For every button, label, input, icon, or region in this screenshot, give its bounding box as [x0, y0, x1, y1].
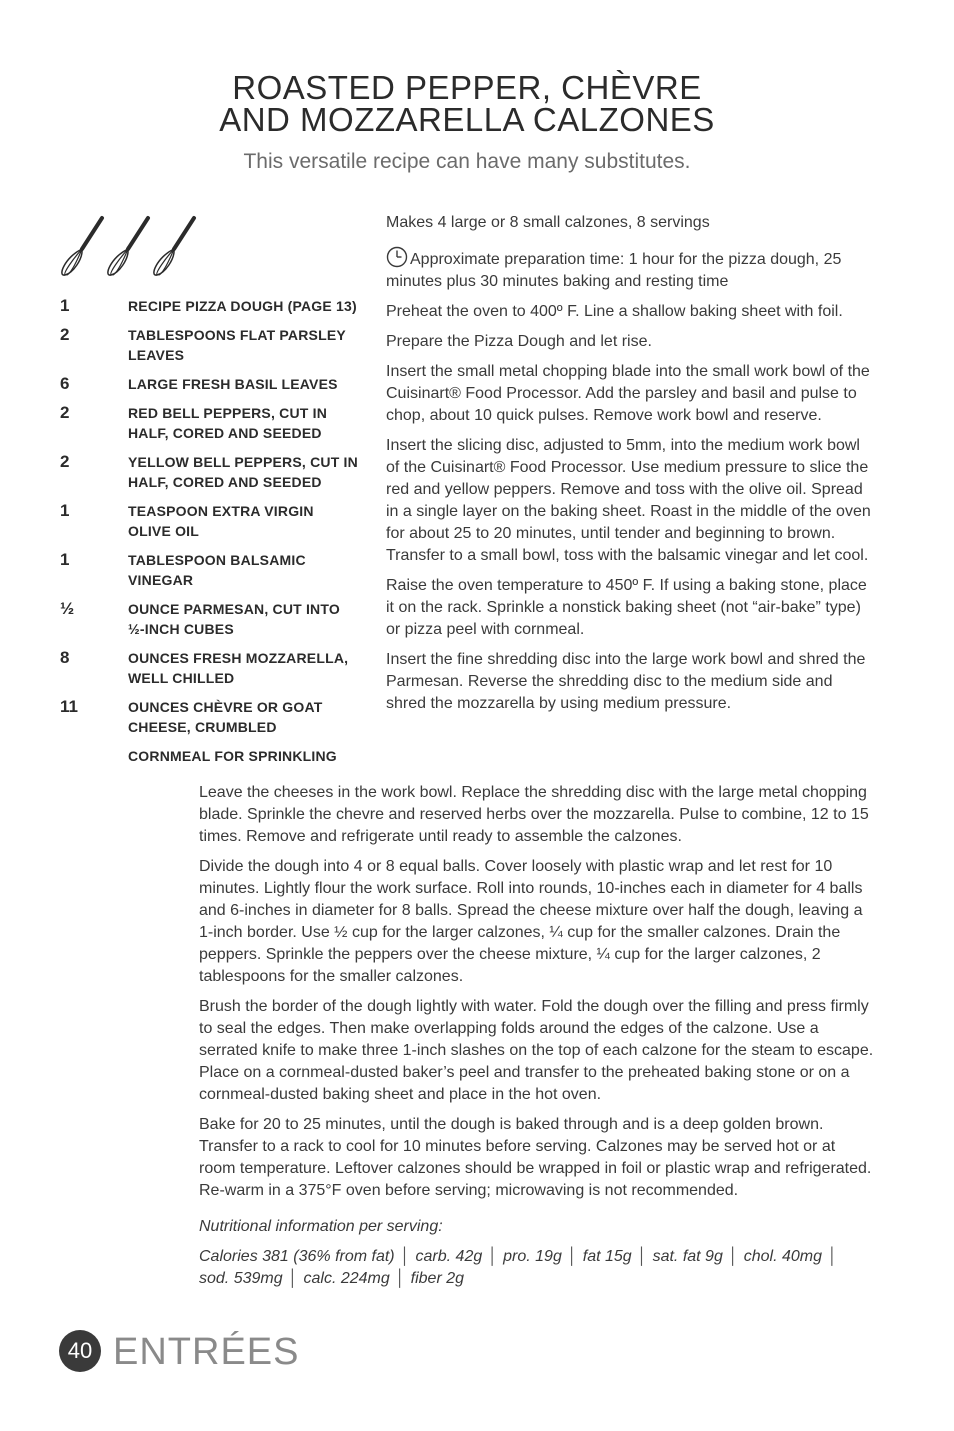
- instruction-step: Bake for 20 to 25 minutes, until the dough is baked through and is a deep golden brown. Transfer to a rack to cool for 10 minutes before serving. Calzones may be served hot or at room temperature. Leftover calzones should be wrapped in foil or plastic wrap and refrigerated. Re-warm in a 375°F oven before serving; microwaving is not recommended.: [199, 1116, 872, 1199]
- ingredient-item: [60, 403, 360, 443]
- ingredient-desc: OUNCES CHÈVRE OR GOAT CHEESE, CRUMBLED: [128, 699, 323, 735]
- nutrition-facts: Calories 381 (36% from fat) │ carb. 42g │ pro. 19g │ fat 15g │ sat. fat 9g │ chol. 40mg │ sod. 539mg │ calc. 224mg │ fiber 2g: [199, 1248, 838, 1287]
- ingredient-desc: RED BELL PEPPERS, CUT IN HALF, CORED AND SEEDED: [128, 405, 328, 441]
- ingredient-desc: YELLOW BELL PEPPERS, CUT IN HALF, CORED AND SEEDED: [128, 454, 358, 490]
- ingredient-desc: TABLESPOON BALSAMIC VINEGAR: [128, 552, 306, 588]
- ingredient-item: [60, 501, 360, 541]
- ingredient-item: [60, 296, 360, 316]
- ingredient-qty: 2: [60, 325, 70, 344]
- ingredient-qty: 1: [60, 501, 70, 520]
- ingredient-item: [60, 452, 360, 492]
- instruction-step: Leave the cheeses in the work bowl. Replace the shredding disc with the large metal chopping blade. Sprinkle the chevre and reserved herbs over the mozzarella. Pulse to combine, 12 to 15 times. Remove and refrigerate until ready to assemble the calzones.: [199, 784, 869, 845]
- page-number: 40: [59, 1330, 101, 1372]
- instructions-lower: [199, 782, 874, 1298]
- nutrition-item: fiber 2g: [410, 1270, 465, 1287]
- ingredient-item: [60, 697, 360, 737]
- nutrition-item: sod. 539mg: [199, 1270, 283, 1287]
- ingredient-qty: 8: [60, 648, 70, 667]
- ingredient-qty: [60, 746, 128, 766]
- instruction-step: Raise the oven temperature to 450º F. If using a baking stone, place it on the rack. Sprinkle a nonstick baking sheet (not “air-bake” type) or pizza peel with cornmeal.: [386, 577, 867, 638]
- ingredient-desc: OUNCE PARMESAN, CUT INTO ½-INCH CUBES: [128, 601, 340, 637]
- prep-time-row: [386, 246, 874, 293]
- ingredient-list: [60, 296, 360, 775]
- recipe-title: [0, 69, 934, 138]
- ingredient-item: [60, 746, 360, 766]
- ingredient-qty: 11: [60, 697, 78, 716]
- recipe-subtitle: This versatile recipe can have many substitutes.: [243, 150, 691, 173]
- yield-text: Makes 4 large or 8 small calzones, 8 servings: [386, 214, 710, 231]
- ingredient-item: [60, 550, 360, 590]
- whisk-icon: [62, 218, 102, 275]
- ingredient-desc: LARGE FRESH BASIL LEAVES: [128, 376, 338, 392]
- ingredient-desc: OUNCES FRESH MOZZARELLA, WELL CHILLED: [128, 650, 349, 686]
- instruction-step: Insert the small metal chopping blade into the small work bowl of the Cuisinart® Food Processor. Add the parsley and basil and pulse to chop, about 10 quick pulses. Remove work bowl and reserve.: [386, 363, 870, 424]
- ingredient-qty: 2: [60, 452, 70, 471]
- recipe-title-line1: ROASTED PEPPER, CHÈVRE: [232, 69, 702, 106]
- ingredient-qty: 6: [60, 374, 70, 393]
- instruction-step: Brush the border of the dough lightly with water. Fold the dough over the filling and press firmly to seal the edges. Then make overlapping folds around the edges of the calzone. Use a serrated knife to make three 1-inch slashes on the top of each calzone for the steam to escape. Place on a cornmeal-dusted baker’s peel and transfer to the preheated baking stone or on a cornmeal-dusted baking sheet and place in the hot oven.: [199, 998, 874, 1103]
- instruction-step: Insert the slicing disc, adjusted to 5mm, into the medium work bowl of the Cuisinart® Food Processor. Use medium pressure to slice the red and yellow peppers. Remove and toss with the olive oil. Spread in a single layer on the baking sheet. Roast in the middle of the oven for about 25 to 20 minutes, until tender and beginning to brown. Transfer to a small bowl, toss with the balsamic vinegar and let cool.: [386, 437, 871, 564]
- nutrition-item: calc. 224mg: [303, 1270, 390, 1287]
- difficulty-whisks: [57, 215, 207, 279]
- instruction-step: Divide the dough into 4 or 8 equal balls. Cover loosely with plastic wrap and let rest for 10 minutes. Lightly flour the work surface. Roll into rounds, 10-inches each in diameter for 4 balls and 6-inches in diameter for 8 balls. Spread the cheese mixture over half the dough, leaving a 1-inch border. Use ½ cup for the larger calzones, ¼ cup for the smaller calzones. Drain the peppers. Sprinkle the peppers over the cheese mixture, ¼ cup for the larger calzones, 2 tablespoons for the smaller calzones.: [199, 858, 863, 985]
- ingredient-desc: TEASPOON EXTRA VIRGIN OLIVE OIL: [128, 503, 314, 539]
- ingredient-item: [60, 648, 360, 688]
- whisk-icon: [108, 218, 148, 275]
- ingredient-qty: ½: [60, 599, 75, 618]
- ingredient-item: [60, 374, 360, 394]
- section-title: ENTRÉES: [113, 1331, 300, 1373]
- instruction-step: Prepare the Pizza Dough and let rise.: [386, 333, 652, 350]
- ingredient-qty: 1: [60, 550, 70, 569]
- ingredient-qty: 2: [60, 403, 70, 422]
- nutrition-item: chol. 40mg: [743, 1248, 822, 1265]
- nutrition-item: Calories 381 (36% from fat): [199, 1248, 395, 1265]
- instruction-step: Preheat the oven to 400º F. Line a shallow baking sheet with foil.: [386, 303, 843, 320]
- clock-icon: [386, 246, 408, 268]
- ingredient-item: [60, 599, 360, 639]
- prep-time-text: Approximate preparation time: 1 hour for the pizza dough, 25 minutes plus 30 minutes baking and resting time: [386, 251, 842, 290]
- nutrition-item: sat. fat 9g: [652, 1248, 723, 1265]
- ingredient-desc: CORNMEAL FOR SPRINKLING: [128, 748, 337, 764]
- nutrition-item: fat 15g: [582, 1248, 632, 1265]
- whisk-icon: [154, 218, 194, 275]
- instruction-step: Insert the fine shredding disc into the large work bowl and shred the Parmesan. Reverse the shredding disc to the medium side and shred the mozzarella by using medium pressure.: [386, 651, 866, 712]
- nutrition-label: Nutritional information per serving:: [199, 1218, 443, 1235]
- ingredient-item: [60, 325, 360, 365]
- ingredient-desc: RECIPE PIZZA DOUGH (PAGE 13): [128, 298, 357, 314]
- ingredient-qty: 1: [60, 296, 70, 315]
- nutrition-item: carb. 42g: [415, 1248, 483, 1265]
- recipe-title-line2: AND MOZZARELLA CALZONES: [219, 101, 715, 138]
- nutrition-item: pro. 19g: [503, 1248, 562, 1265]
- ingredient-desc: TABLESPOONS FLAT PARSLEY LEAVES: [128, 327, 346, 363]
- instructions-upper: [386, 212, 874, 723]
